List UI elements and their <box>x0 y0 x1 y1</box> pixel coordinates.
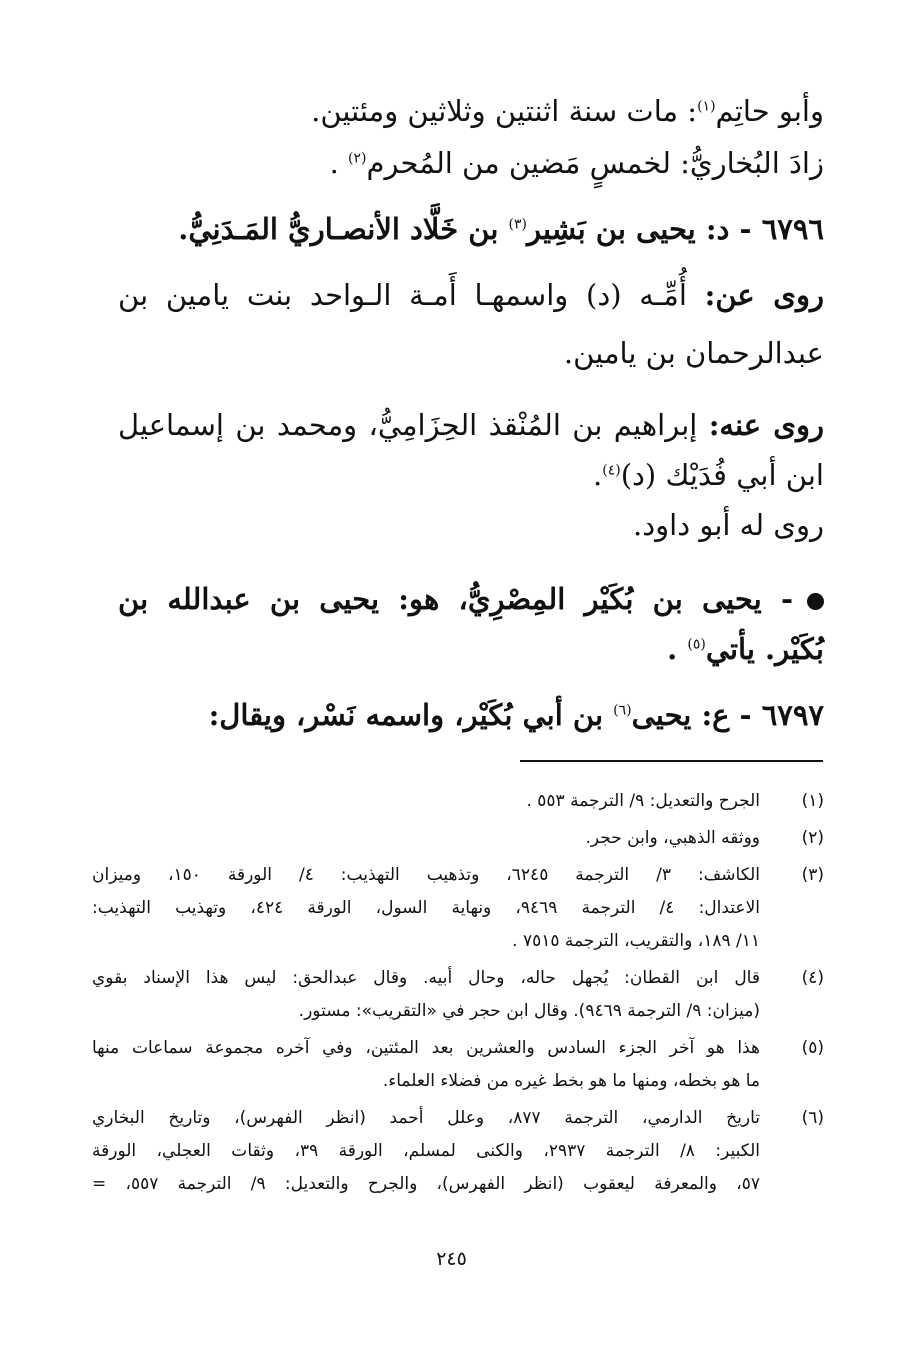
footnote-number: (٤) <box>801 968 824 988</box>
footnote-4: (٤) قال ابن القطان: يُجهل حاله، وحال أبيه. وقال عبدالحق: ليس هذا الإسناد بقوي (ميزان: ٩/ الترجمة ٩٤٦٩). وقال ابن حجر في «التقريب»: مستور. <box>92 962 824 1028</box>
footnote-ref-1[interactable]: (١) <box>697 98 716 115</box>
rawa-lahu-line: روى له أبو داود. <box>633 508 824 542</box>
rawa-an-label: روى عن: <box>704 278 825 312</box>
footnote-number: (٥) <box>801 1038 824 1058</box>
entry-6796-heading: ٦٧٩٦ - د: يحيى بن بَشِير$^{(٣)}$ بن خَلَّاد الأنصـاريُّ المَـدَنِيُّ. <box>178 212 824 246</box>
footnote-ref-4[interactable]: (٤) <box>602 462 621 479</box>
footnote-6: (٦) تاريخ الدارمي، الترجمة ٨٧٧، وعلل أحمد (انظر الفهرس)، وتاريخ البخاري الكبير: ٨/ الترجمة ٢٩٣٧، والكنى لمسلم، الورقة ٣٩، وثقات العجلي، الورقة ٥٧، والمعرفة ليعقوب (انظر الفهرس)، والجرح والتعديل: ٩/ الترجمة ٥٥٧، = <box>92 1102 824 1201</box>
footnote-divider <box>520 760 823 762</box>
footnotes <box>92 785 824 1205</box>
footnote-5: (٥) هذا هو آخر الجزء السادس والعشرين بعد المئتين، وفي آخره مجموعة سماعات منها ما هو بخطه، ومنها ما هو بخط غيره من فضلاء العلماء. <box>92 1032 824 1098</box>
entry-6797-heading: ٦٧٩٧ - ع: يحيى$^{(٦)}$ بن أبي بُكَيْر، واسمه نَسْر، ويقال: <box>208 698 824 732</box>
bukayr-line-1: - يحيى بن بُكَيْر المِصْرِيُّ، هو: يحيى بن عبدالله بن <box>118 576 824 622</box>
footnote-1: (١) الجرح والتعديل: ٩/ الترجمة ٥٥٣ . <box>92 785 824 818</box>
line-abu-hatim: وأبو حاتِم$^{(١)}$: مات سنة اثنتين وثلاثين ومئتين. <box>311 94 824 128</box>
page-number: ٢٤٥ <box>436 1248 467 1270</box>
rawa-an-line-2: عبدالرحمان بن يامين. <box>563 336 824 370</box>
footnote-number: (٣) <box>801 865 824 885</box>
footnote-number: (٦) <box>801 1108 824 1128</box>
rawa-anhu-section <box>118 402 824 548</box>
rawa-anhu-line-1: روى عنه: إبراهيم بن المُنْقذ الحِزَامِيُّ، ومحمد بن إسماعيل <box>118 408 824 442</box>
footnote-ref-2[interactable]: (٢) <box>348 150 367 167</box>
footnote-ref-6[interactable]: (٦) <box>613 702 632 719</box>
footnote-2: (٢) ووثقه الذهبي، وابن حجر. <box>92 822 824 855</box>
rawa-an-line-1: روى عن: أُمِّـه (د) واسمهـا أَمـة الـواحد بنت يامين بن <box>118 278 825 312</box>
footnote-number: (١) <box>801 791 824 811</box>
rawa-an-section <box>118 272 824 376</box>
bukayr-line-2: بُكَيْر. يأتي$^{(٥)}$ . <box>667 632 824 666</box>
footnote-ref-3[interactable]: (٣) <box>508 216 527 233</box>
footnote-3: (٣) الكاشف: ٣/ الترجمة ٦٢٤٥، وتذهيب التهذيب: ٤/ الورقة ١٥٠، وميزان الاعتدال: ٤/ الترجمة ٩٤٦٩، ونهاية السول، الورقة ٤٢٤، وتهذيب التهذيب: ١١/ ١٨٩، والتقريب، الترجمة ٧٥١٥ . <box>92 859 824 958</box>
bukayr-section <box>118 576 824 672</box>
footnote-ref-5[interactable]: (٥) <box>687 636 706 653</box>
rawa-anhu-line-2: ابن أبي فُدَيْك (د)$^{(٤)}$. <box>593 458 824 492</box>
footnote-number: (٢) <box>801 828 824 848</box>
main-text <box>118 88 824 738</box>
bullet-icon <box>807 593 824 610</box>
rawa-anhu-label: روى عنه: <box>708 408 824 442</box>
line-bukhari: زادَ البُخاريُّ: لخمسٍ مَضين من المُحرم$^{(٢)}$ . <box>329 146 824 180</box>
